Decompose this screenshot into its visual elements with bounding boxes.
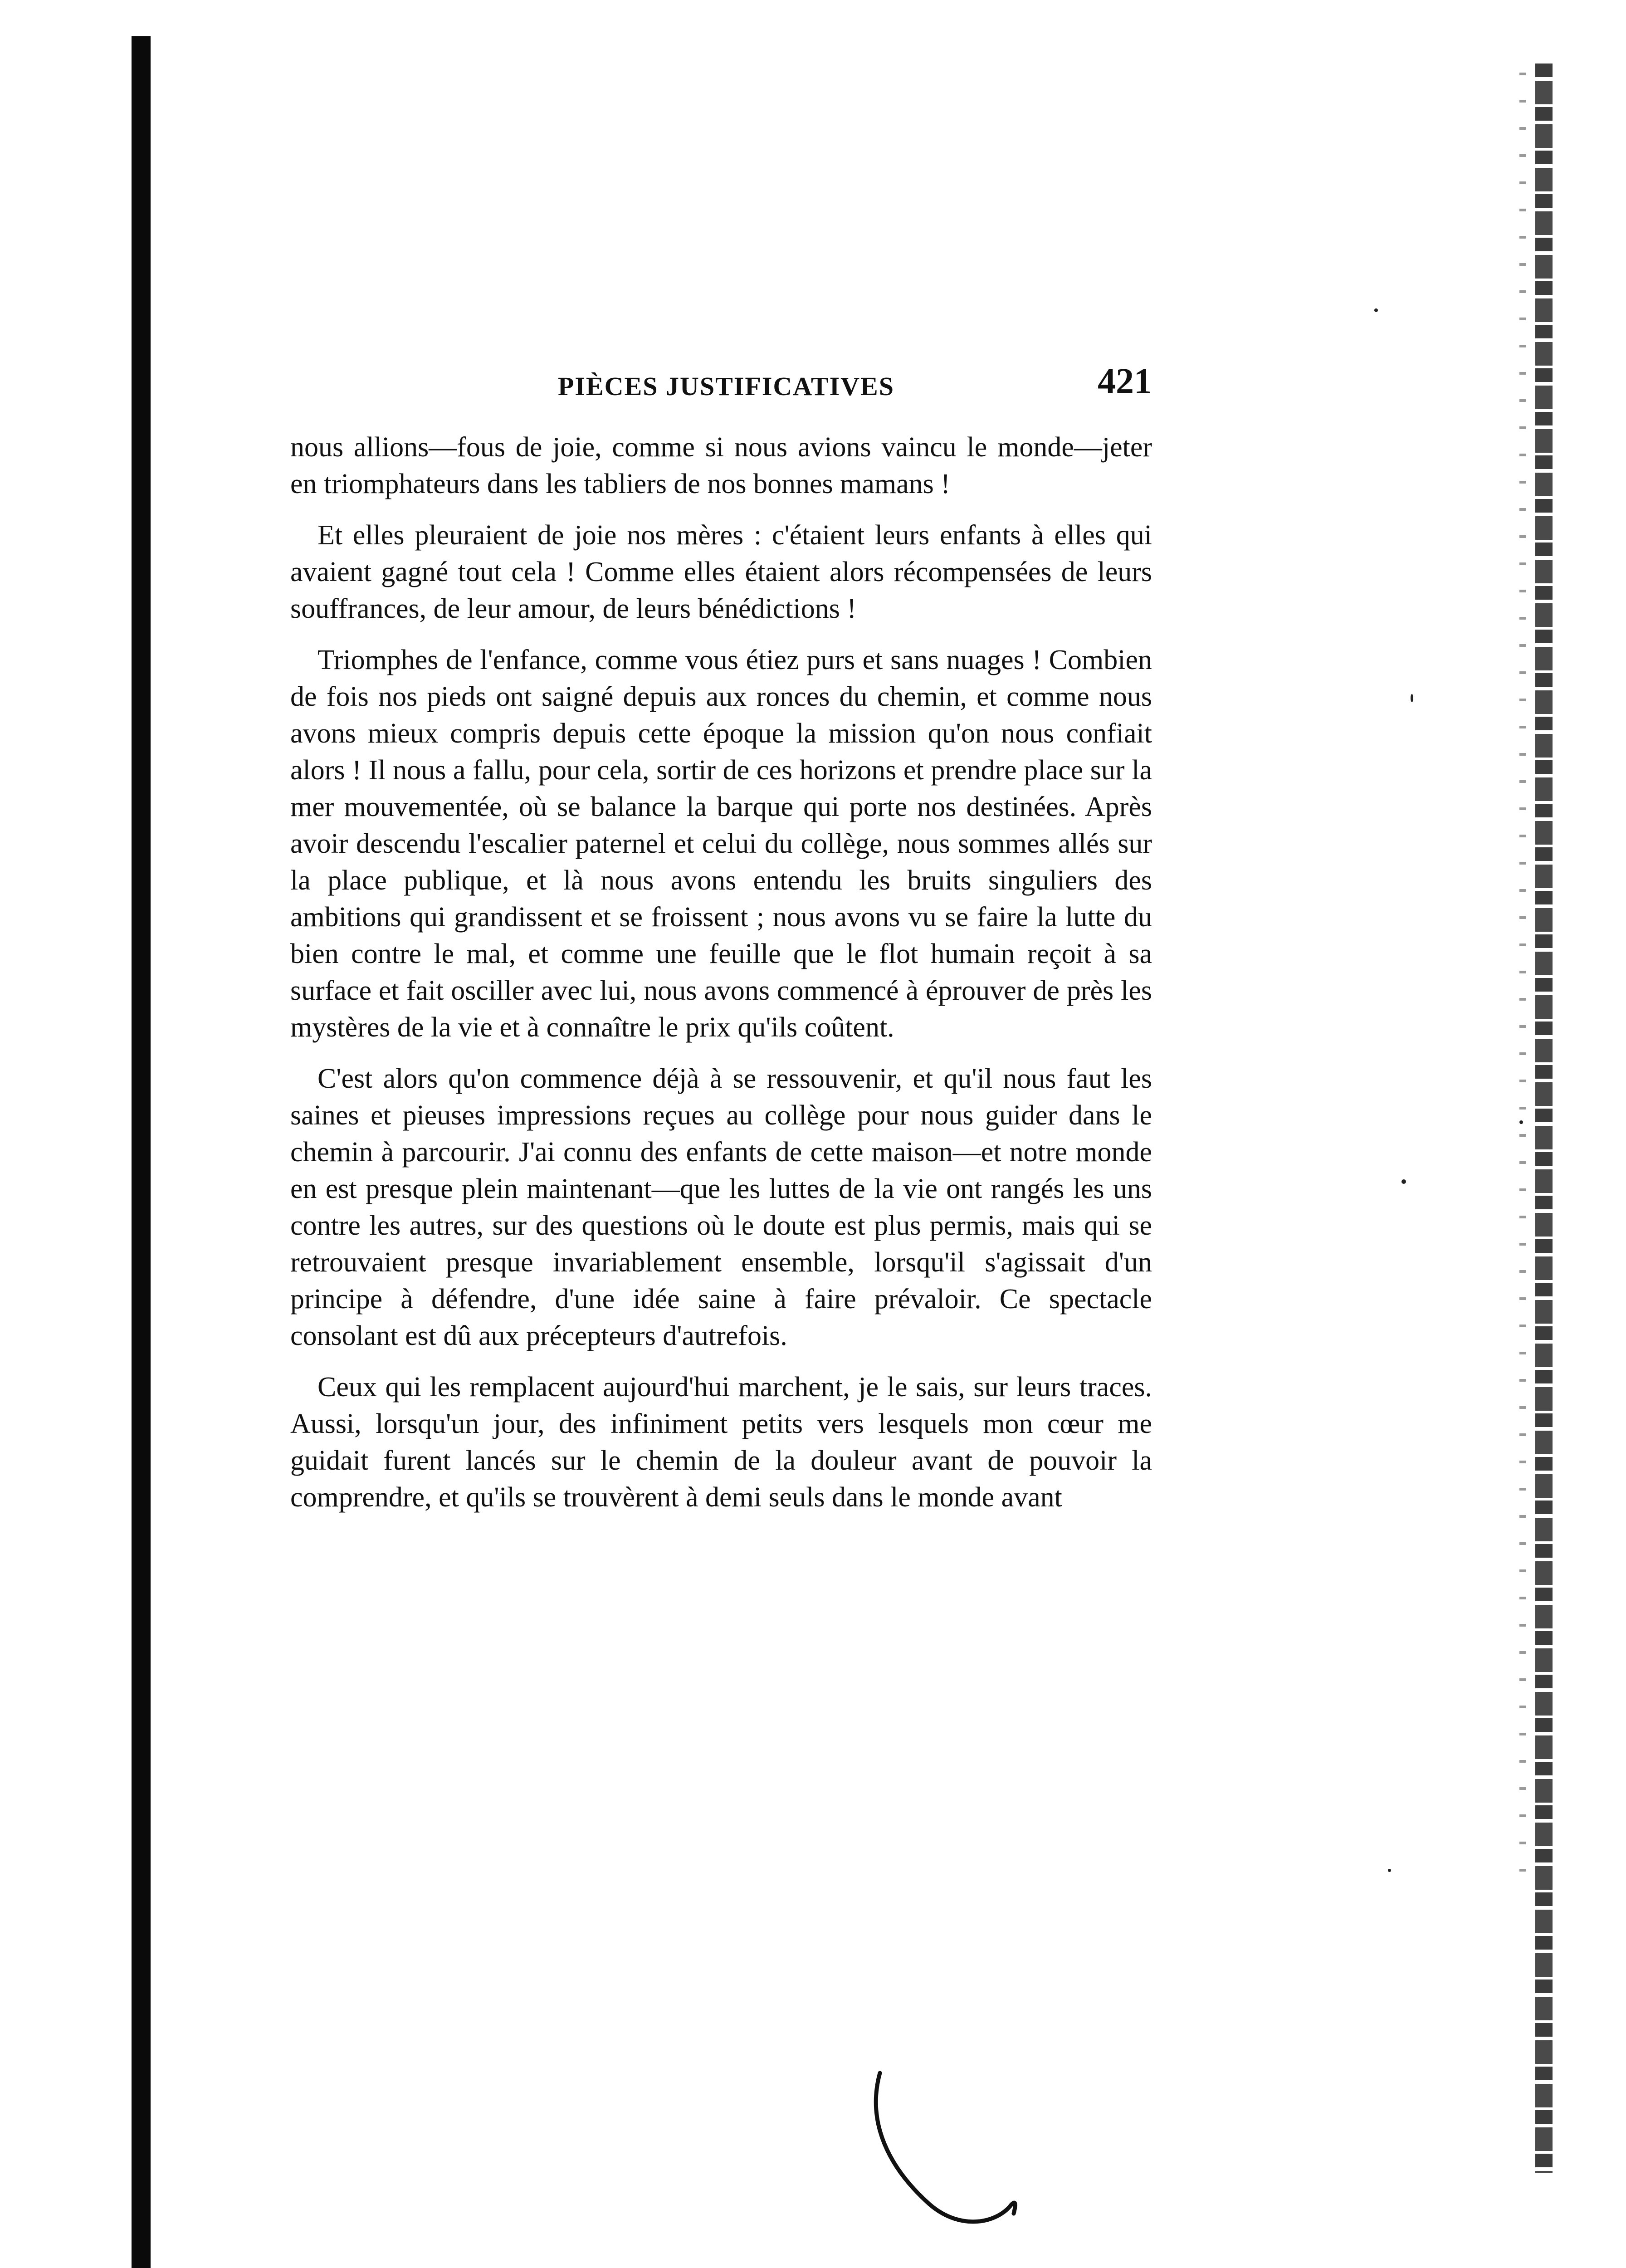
body-text	[290, 429, 1152, 1516]
book-page	[290, 358, 1152, 1530]
binding-shadow	[132, 36, 151, 2268]
running-title: PIÈCES JUSTIFICATIVES	[558, 371, 894, 401]
page-edge-artifact-secondary	[1519, 73, 1526, 1887]
running-head	[290, 358, 1152, 404]
ink-speck	[1374, 308, 1378, 312]
ink-speck	[1401, 1179, 1406, 1184]
ink-speck	[1388, 1869, 1391, 1872]
paragraph: Et elles pleuraient de joie nos mères : c'étaient leurs enfants à elles qui avaient gagné tout cela ! Comme elles étaient alors récompensées de leurs souffrances, de leur amour, de leurs bénédictions !	[290, 520, 1152, 624]
paragraph: Ceux qui les remplacent aujourd'hui marchent, je le sais, sur leurs traces. Aussi, lorsqu'un jour, des infiniment petits vers lesquels mon cœur me guidait furent lancés sur le chemin de la douleur avant de pouvoir la comprendre, et qu'ils se trouvèrent à demi seuls dans le monde avant	[290, 1372, 1152, 1513]
pen-stroke-mark	[862, 2068, 1052, 2250]
ink-speck	[1411, 694, 1413, 702]
ink-speck	[1519, 1120, 1523, 1124]
page-edge-artifact	[1535, 64, 1553, 2173]
paragraph: nous allions—fous de joie, comme si nous avions vaincu le monde—jeter en triomphateurs dans les tabliers de nos bonnes mamans !	[290, 432, 1152, 499]
paragraph: C'est alors qu'on commence déjà à se ressouvenir, et qu'il nous faut les saines et pieuses impressions reçues au collège pour nous guider dans le chemin à parcourir. J'ai connu des enfants de cette maison—et notre monde en est presque plein maintenant—que les luttes de la vie ont rangés les uns contre les autres, sur des questions où le doute est plus permis, mais qui se retrouvaient presque invariablement ensemble, lorsqu'il s'agissait d'un principe à défendre, d'une idée saine à faire prévaloir. Ce spectacle consolant est dû aux précepteurs d'autrefois.	[290, 1063, 1152, 1351]
paragraph: Triomphes de l'enfance, comme vous étiez purs et sans nuages ! Combien de fois nos pieds ont saigné depuis aux ronces du chemin, et comme nous avons mieux compris depuis cette époque la mission qu'on nous confiait alors ! Il nous a fallu, pour cela, sortir de ces horizons et prendre place sur la mer mouvementée, où se balance la barque qui porte nos destinées. Après avoir descendu l'escalier paternel et celui du collège, nous sommes allés sur la place publique, et là nous avons entendu les bruits singuliers des ambitions qui grandissent et se froissent ; nous avons vu se faire la lutte du bien contre le mal, et comme une feuille que le flot humain reçoit à sa surface et fait osciller avec lui, nous avons commencé à éprouver de près les mystères de la vie et à connaître le prix qu'ils coûtent.	[290, 645, 1152, 1043]
page-number: 421	[1098, 362, 1152, 401]
